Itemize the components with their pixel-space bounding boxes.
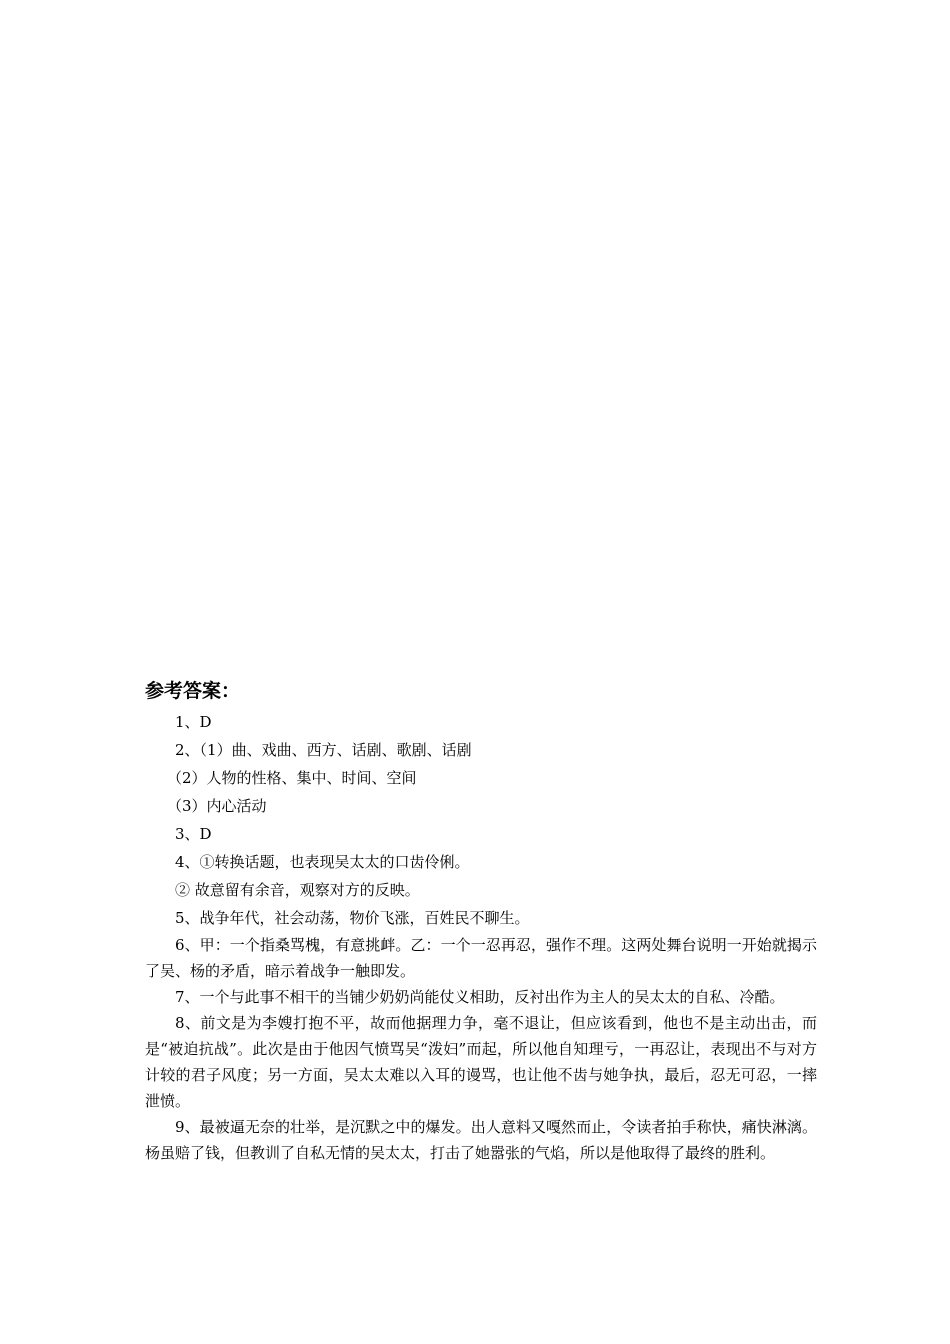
answer-item-4: 4、①转换话题，也表现吴太太的口齿伶俐。 — [175, 853, 470, 871]
answer-item-5: 5、战争年代，社会动荡，物价飞涨，百姓民不聊生。 — [175, 909, 530, 927]
answer-item-8: 8、前文是为李嫂打抱不平，故而他据理力争，毫不退让，但应该看到，他也不是主动出击，而是“被迫抗战”。此次是由于他因气愤骂吴“泼妇”而起，所以他自知理亏，一再忍让，表现出不与对方计较的君子风度；另一方面，吴太太难以入耳的谩骂，也让他不齿与她争执，最后，忍无可忍，一摔泄愤。 — [145, 1014, 817, 1110]
answer-item-1: 1、D — [175, 713, 212, 731]
answer-heading: 参考答案： — [145, 680, 241, 702]
answer-section — [145, 676, 817, 1166]
answer-item-6: 6、甲：一个指桑骂槐，有意挑衅。乙：一个一忍再忍，强作不理。这两处舞台说明一开始就揭示了吴、杨的矛盾，暗示着战争一触即发。 — [145, 936, 817, 980]
answer-item-3: 3、D — [175, 825, 212, 843]
answer-item-2: 2、（1）曲、戏曲、西方、话剧、歌剧、话剧 — [175, 741, 472, 759]
answer-item-9: 9、最被逼无奈的壮举，是沉默之中的爆发。出人意料又嘎然而止，令读者拍手称快，痛快淋漓。杨虽赔了钱，但教训了自私无情的吴太太，打击了她嚣张的气焰，所以是他取得了最终的胜利。 — [145, 1118, 817, 1162]
answer-item-2-part-2: （2）人物的性格、集中、时间、空间 — [167, 769, 417, 787]
answer-item-2-part-3: （3）内心活动 — [167, 797, 267, 815]
answer-item-7: 7、一个与此事不相干的当铺少奶奶尚能仗义相助，反衬出作为主人的吴太太的自私、冷酷。 — [175, 988, 785, 1006]
answer-item-4-part-2: ② 故意留有余音，观察对方的反映。 — [175, 881, 420, 899]
